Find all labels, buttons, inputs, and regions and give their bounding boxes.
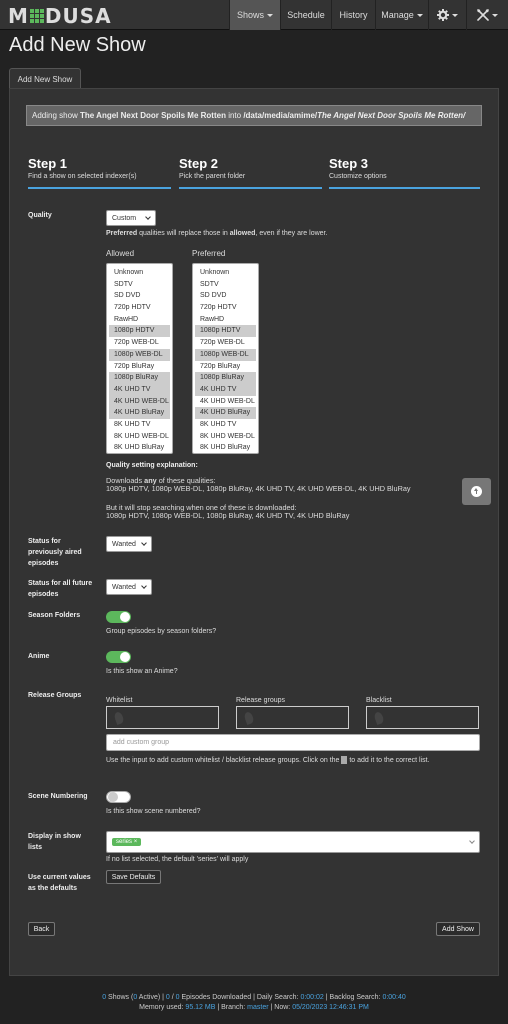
chevron-down-icon (145, 214, 151, 220)
list-tag-label: series (116, 839, 133, 845)
season-folders-help: Group episodes by season folders? (106, 628, 217, 635)
chevron-down-icon (452, 14, 458, 17)
save-defaults-button[interactable]: Save Defaults (106, 870, 161, 884)
banner-prefix: Adding show (32, 111, 81, 120)
quality-explanation-line2: 1080p HDTV, 1080p WEB-DL, 1080p BluRay, 4K UHD TV, 4K UHD WEB-DL, 4K UHD BluRay (106, 484, 411, 493)
release-groups-help-pre: Use the input to add custom whitelist / blacklist release groups. Click on the (106, 757, 342, 764)
quality-option[interactable]: 720p BluRay (114, 362, 155, 370)
status-prev-select[interactable] (106, 536, 152, 552)
status-future-value: Wanted (112, 583, 136, 591)
close-icon[interactable]: × (133, 839, 138, 845)
quality-explanation-line4: 1080p HDTV, 1080p WEB-DL, 1080p BluRay, 4K UHD TV, 4K UHD BluRay (106, 511, 350, 520)
step-1[interactable] (28, 156, 178, 180)
footer-memory: 95.12 MB (185, 1004, 216, 1011)
quality-option[interactable]: SD DVD (200, 292, 227, 300)
chevron-down-icon (469, 838, 475, 844)
quality-note-mid: qualities will replace those in (137, 230, 230, 237)
footer-episodes-label: Episodes Downloaded | Daily Search: (179, 994, 301, 1001)
whitelist-box[interactable] (106, 706, 219, 729)
nav-schedule-label: Schedule (287, 10, 325, 20)
step-3[interactable] (329, 156, 479, 180)
expl-line1-bold: any (144, 476, 157, 485)
footer-active-label: Active) | (137, 994, 166, 1001)
nav-manage-label: Manage (381, 10, 414, 20)
quality-option[interactable]: SDTV (200, 280, 219, 288)
chevron-down-icon (492, 14, 498, 17)
release-groups-label: Release Groups (28, 692, 82, 699)
leaf-icon (243, 711, 255, 725)
footer-shows-label: Shows ( (106, 994, 134, 1001)
display-lists-label: Display in show lists (28, 833, 81, 851)
footer-backlog-search: 0:00:40 (382, 994, 406, 1001)
logo-grid-icon (30, 9, 44, 23)
quality-option[interactable]: RawHD (114, 315, 139, 323)
expl-line1-pre: Downloads (106, 476, 145, 485)
step-3-subtitle: Customize options (329, 173, 387, 180)
season-folders-label: Season Folders (28, 612, 81, 619)
step-3-bar (329, 187, 480, 189)
preferred-quality-list[interactable] (192, 263, 259, 454)
footer-slash: / (169, 994, 176, 1001)
medusa-logo[interactable]: M DUSA (8, 4, 112, 28)
tools-menu[interactable] (466, 0, 508, 30)
quality-select[interactable] (106, 210, 156, 226)
footer-branch: master (247, 1004, 269, 1011)
quality-option[interactable]: 1080p BluRay (109, 372, 170, 384)
quality-option[interactable]: 1080p HDTV (195, 325, 256, 337)
quality-option[interactable]: 720p BluRay (200, 362, 241, 370)
quality-note-end: , even if they are lower. (255, 230, 328, 237)
quality-option[interactable]: 8K UHD WEB-DL (200, 432, 255, 440)
quality-option[interactable]: 8K UHD TV (200, 420, 237, 428)
quality-note (106, 229, 327, 238)
quality-option[interactable]: 4K UHD TV (195, 384, 256, 396)
leaf-icon (373, 711, 385, 725)
nav-shows[interactable] (229, 0, 280, 30)
quality-option[interactable]: 4K UHD BluRay (195, 407, 256, 419)
gear-icon (437, 9, 449, 21)
chevron-down-icon (417, 14, 423, 17)
footer-memory-label: Memory used: (139, 1004, 186, 1011)
nav-history-label: History (339, 10, 368, 20)
step-3-title: Step 3 (329, 156, 369, 171)
toggle-knob (120, 652, 130, 662)
step-2-subtitle: Pick the parent folder (179, 173, 246, 180)
quality-option[interactable]: 8K UHD WEB-DL (114, 432, 169, 440)
anime-toggle[interactable] (106, 651, 131, 663)
blacklist-box[interactable] (366, 706, 479, 729)
toggle-knob (108, 792, 118, 802)
preferred-title: Preferred (192, 249, 226, 258)
footer-active-count: 0 (133, 994, 138, 1001)
adding-show-banner (26, 105, 482, 126)
chevron-down-icon (267, 14, 273, 17)
quality-option[interactable]: 720p HDTV (200, 304, 237, 312)
quality-explanation-title: Quality setting explanation: (106, 462, 198, 469)
nav-schedule[interactable] (280, 0, 331, 30)
status-prev-label: Status for previously aired episodes (28, 538, 82, 567)
quality-option[interactable]: 4K UHD WEB-DL (109, 396, 170, 408)
chevron-down-icon (141, 583, 147, 589)
leaf-icon (113, 711, 125, 725)
quality-label: Quality (28, 212, 52, 219)
quality-option[interactable]: 8K UHD BluRay (200, 444, 251, 452)
banner-path-show: The Angel Next Door Spoils Me Rotten/ (317, 111, 466, 120)
scene-numbering-help: Is this show scene numbered? (106, 808, 201, 815)
step-1-subtitle: Find a show on selected indexer(s) (28, 173, 137, 180)
footer-branch-label: | Branch: (215, 1004, 248, 1011)
quality-note-preferred: Preferred (106, 230, 138, 237)
status-prev-value: Wanted (112, 540, 136, 548)
whitelist-title: Whitelist (106, 697, 133, 704)
quality-option[interactable]: 720p WEB-DL (114, 339, 159, 347)
release-groups-help (106, 756, 430, 765)
quality-option[interactable]: 4K UHD TV (109, 384, 170, 396)
back-button[interactable]: Back (28, 922, 55, 936)
allowed-title: Allowed (106, 249, 135, 258)
quality-option[interactable]: 1080p HDTV (109, 325, 170, 337)
banner-show-name: The Angel Next Door Spoils Me Rotten (80, 111, 226, 120)
defaults-label: Use current values as the defaults (28, 874, 91, 892)
release-groups-box[interactable] (236, 706, 349, 729)
release-groups-title: Release groups (236, 697, 286, 704)
add-show-button[interactable]: Add Show (436, 922, 480, 936)
step-1-bar (28, 187, 171, 189)
display-lists-help: If no list selected, the default 'series' will apply (106, 856, 249, 863)
nav-history[interactable] (331, 0, 375, 30)
footer-stats (0, 994, 508, 1001)
step-2-title: Step 2 (179, 156, 219, 171)
quality-option[interactable]: Unknown (114, 269, 144, 276)
allowed-quality-list[interactable] (106, 263, 173, 454)
quality-option[interactable]: 720p WEB-DL (200, 339, 245, 347)
expl-line1-end: of these qualities: (156, 476, 216, 485)
arrow-up-stem (476, 490, 477, 494)
nav-shows-label: Shows (236, 10, 264, 20)
settings-menu[interactable] (428, 0, 466, 30)
blacklist-title: Blacklist (366, 697, 392, 704)
page-title: Add New Show (9, 34, 146, 56)
step-1-title: Step 1 (28, 156, 68, 171)
anime-label: Anime (28, 653, 50, 660)
status-future-select[interactable] (106, 579, 152, 595)
quality-select-value: Custom (112, 214, 137, 222)
scene-numbering-toggle[interactable] (106, 791, 131, 803)
step-2[interactable] (179, 156, 329, 180)
scroll-to-top-button[interactable] (462, 478, 491, 505)
quality-option[interactable]: 1080p WEB-DL (109, 349, 170, 361)
quality-option[interactable]: 1080p WEB-DL (195, 349, 256, 361)
nav-manage[interactable] (375, 0, 428, 30)
footer-backlog-label: | Backlog Search: (323, 994, 383, 1001)
quality-option[interactable]: 4K UHD BluRay (109, 407, 170, 419)
quality-option[interactable]: RawHD (200, 315, 225, 323)
quality-option[interactable]: 720p HDTV (114, 304, 151, 312)
status-future-label: Status for all future episodes (28, 580, 93, 598)
quality-explanation-line3: But it will stop searching when one of these is downloaded: (106, 503, 297, 512)
banner-path: /data/media/amime/ (243, 111, 318, 120)
footer-daily-search: 0:00:02 (300, 994, 324, 1001)
season-folders-toggle[interactable] (106, 611, 131, 623)
show-lists-select[interactable] (106, 831, 480, 853)
banner-middle: into (225, 111, 244, 120)
quality-option[interactable]: 8K UHD BluRay (114, 444, 165, 452)
navbar (0, 0, 508, 30)
quality-option[interactable]: Unknown (200, 269, 230, 276)
tab-add-new-show[interactable]: Add New Show (9, 68, 81, 89)
footer-episodes-total: 0 (175, 994, 180, 1001)
quality-option[interactable]: SDTV (114, 280, 133, 288)
custom-group-input[interactable]: add custom group (106, 734, 480, 751)
footer-now: 05/20/2023 12:46:31 PM (292, 1004, 369, 1011)
footer-system (0, 1004, 508, 1011)
quality-option[interactable]: 1080p BluRay (195, 372, 256, 384)
quality-option[interactable]: SD DVD (114, 292, 141, 300)
step-2-bar (179, 187, 322, 189)
footer-episodes-downloaded: 0 (165, 994, 170, 1001)
toggle-knob (120, 612, 130, 622)
anime-help: Is this show an Anime? (106, 668, 178, 675)
footer-now-label: | Now: (268, 1004, 293, 1011)
quality-option[interactable]: 8K UHD TV (114, 420, 151, 428)
scene-numbering-label: Scene Numbering (28, 793, 88, 800)
tools-icon (477, 9, 489, 21)
footer-shows-count[interactable]: 0 (102, 994, 107, 1001)
list-tag-series[interactable] (112, 838, 141, 846)
quality-option[interactable]: 4K UHD WEB-DL (200, 397, 255, 405)
quality-note-allowed: allowed (229, 230, 256, 237)
chevron-down-icon (141, 540, 147, 546)
release-groups-help-end: to add it to the correct list. (347, 757, 430, 764)
